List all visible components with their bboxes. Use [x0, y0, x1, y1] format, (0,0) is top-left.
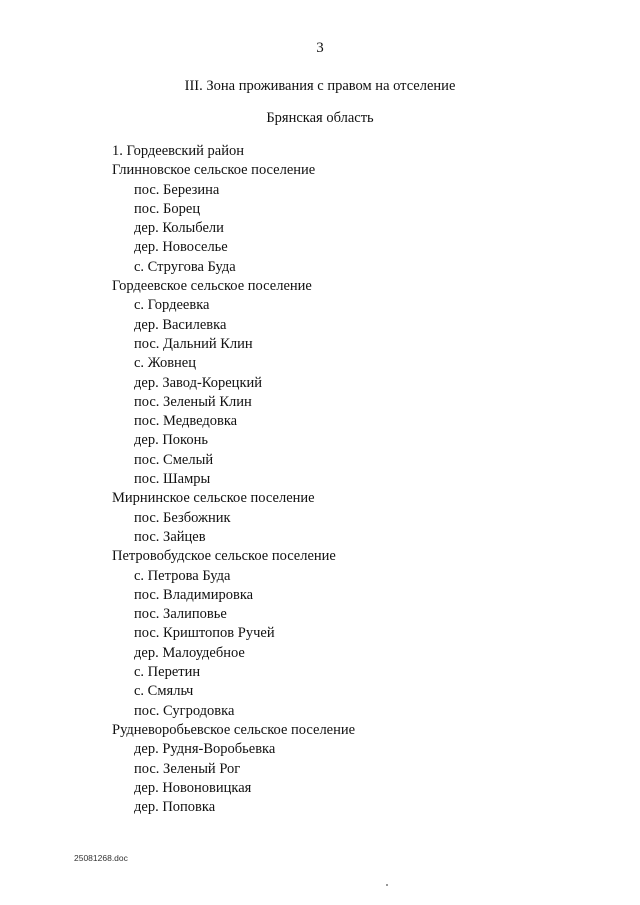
- rural-settlement-heading: Рудневоробьевское сельское поселение: [112, 721, 356, 738]
- settlement-item: с. Смяльч: [134, 683, 194, 700]
- settlement-item: дер. Малоудебное: [134, 644, 245, 661]
- settlement-item: пос. Сугродовка: [134, 702, 235, 719]
- settlement-item: пос. Зеленый Рог: [134, 760, 241, 777]
- settlement-item: пос. Зеленый Клин: [134, 393, 252, 410]
- rural-settlement-heading: Мирнинское сельское поселение: [112, 490, 315, 507]
- settlement-item: с. Перетин: [134, 664, 201, 681]
- settlement-item: пос. Безбожник: [134, 509, 231, 526]
- settlement-item: пос. Дальний Клин: [134, 335, 253, 352]
- settlement-item: дер. Новоселье: [134, 239, 228, 256]
- settlement-item: с. Стругова Буда: [134, 258, 236, 275]
- settlement-item: пос. Березина: [134, 181, 220, 198]
- settlement-item: дер. Василевка: [134, 316, 227, 333]
- settlement-item: дер. Завод-Корецкий: [134, 374, 263, 391]
- zone-title: III. Зона проживания с правом на отселение: [184, 78, 456, 94]
- settlement-item: пос. Смелый: [134, 451, 214, 468]
- district-title: 1. Гордеевский район: [112, 143, 245, 159]
- settlement-item: пос. Борец: [134, 200, 201, 217]
- settlement-item: с. Жовнец: [134, 355, 196, 372]
- scan-dot: [386, 884, 388, 886]
- page-number: 3: [316, 40, 324, 56]
- settlement-item: пос. Медведовка: [134, 413, 238, 430]
- settlement-item: пос. Зайцев: [134, 528, 206, 545]
- settlement-item: с. Гордеевка: [134, 297, 210, 314]
- region-title: Брянская область: [266, 110, 374, 126]
- settlement-item: дер. Рудня-Воробьевка: [134, 741, 276, 758]
- settlement-item: дер. Новоновицкая: [134, 779, 252, 796]
- settlement-item: пос. Владимировка: [134, 586, 254, 603]
- settlement-item: дер. Колыбели: [134, 220, 224, 237]
- rural-settlement-heading: Гордеевское сельское поселение: [112, 278, 312, 295]
- rural-settlement-heading: Петровобудское сельское поселение: [112, 548, 336, 565]
- settlement-item: дер. Поконь: [134, 432, 208, 449]
- rural-settlement-heading: Глинновское сельское поселение: [112, 162, 316, 179]
- settlement-item: с. Петрова Буда: [134, 567, 231, 584]
- document-file-code: 25081268.doc: [74, 853, 128, 863]
- settlement-item: пос. Шамры: [134, 471, 211, 488]
- settlement-item: пос. Криштопов Ручей: [134, 625, 275, 642]
- settlement-list: [112, 142, 552, 817]
- settlement-item: дер. Поповка: [134, 799, 216, 816]
- settlement-item: пос. Залиповье: [134, 606, 227, 623]
